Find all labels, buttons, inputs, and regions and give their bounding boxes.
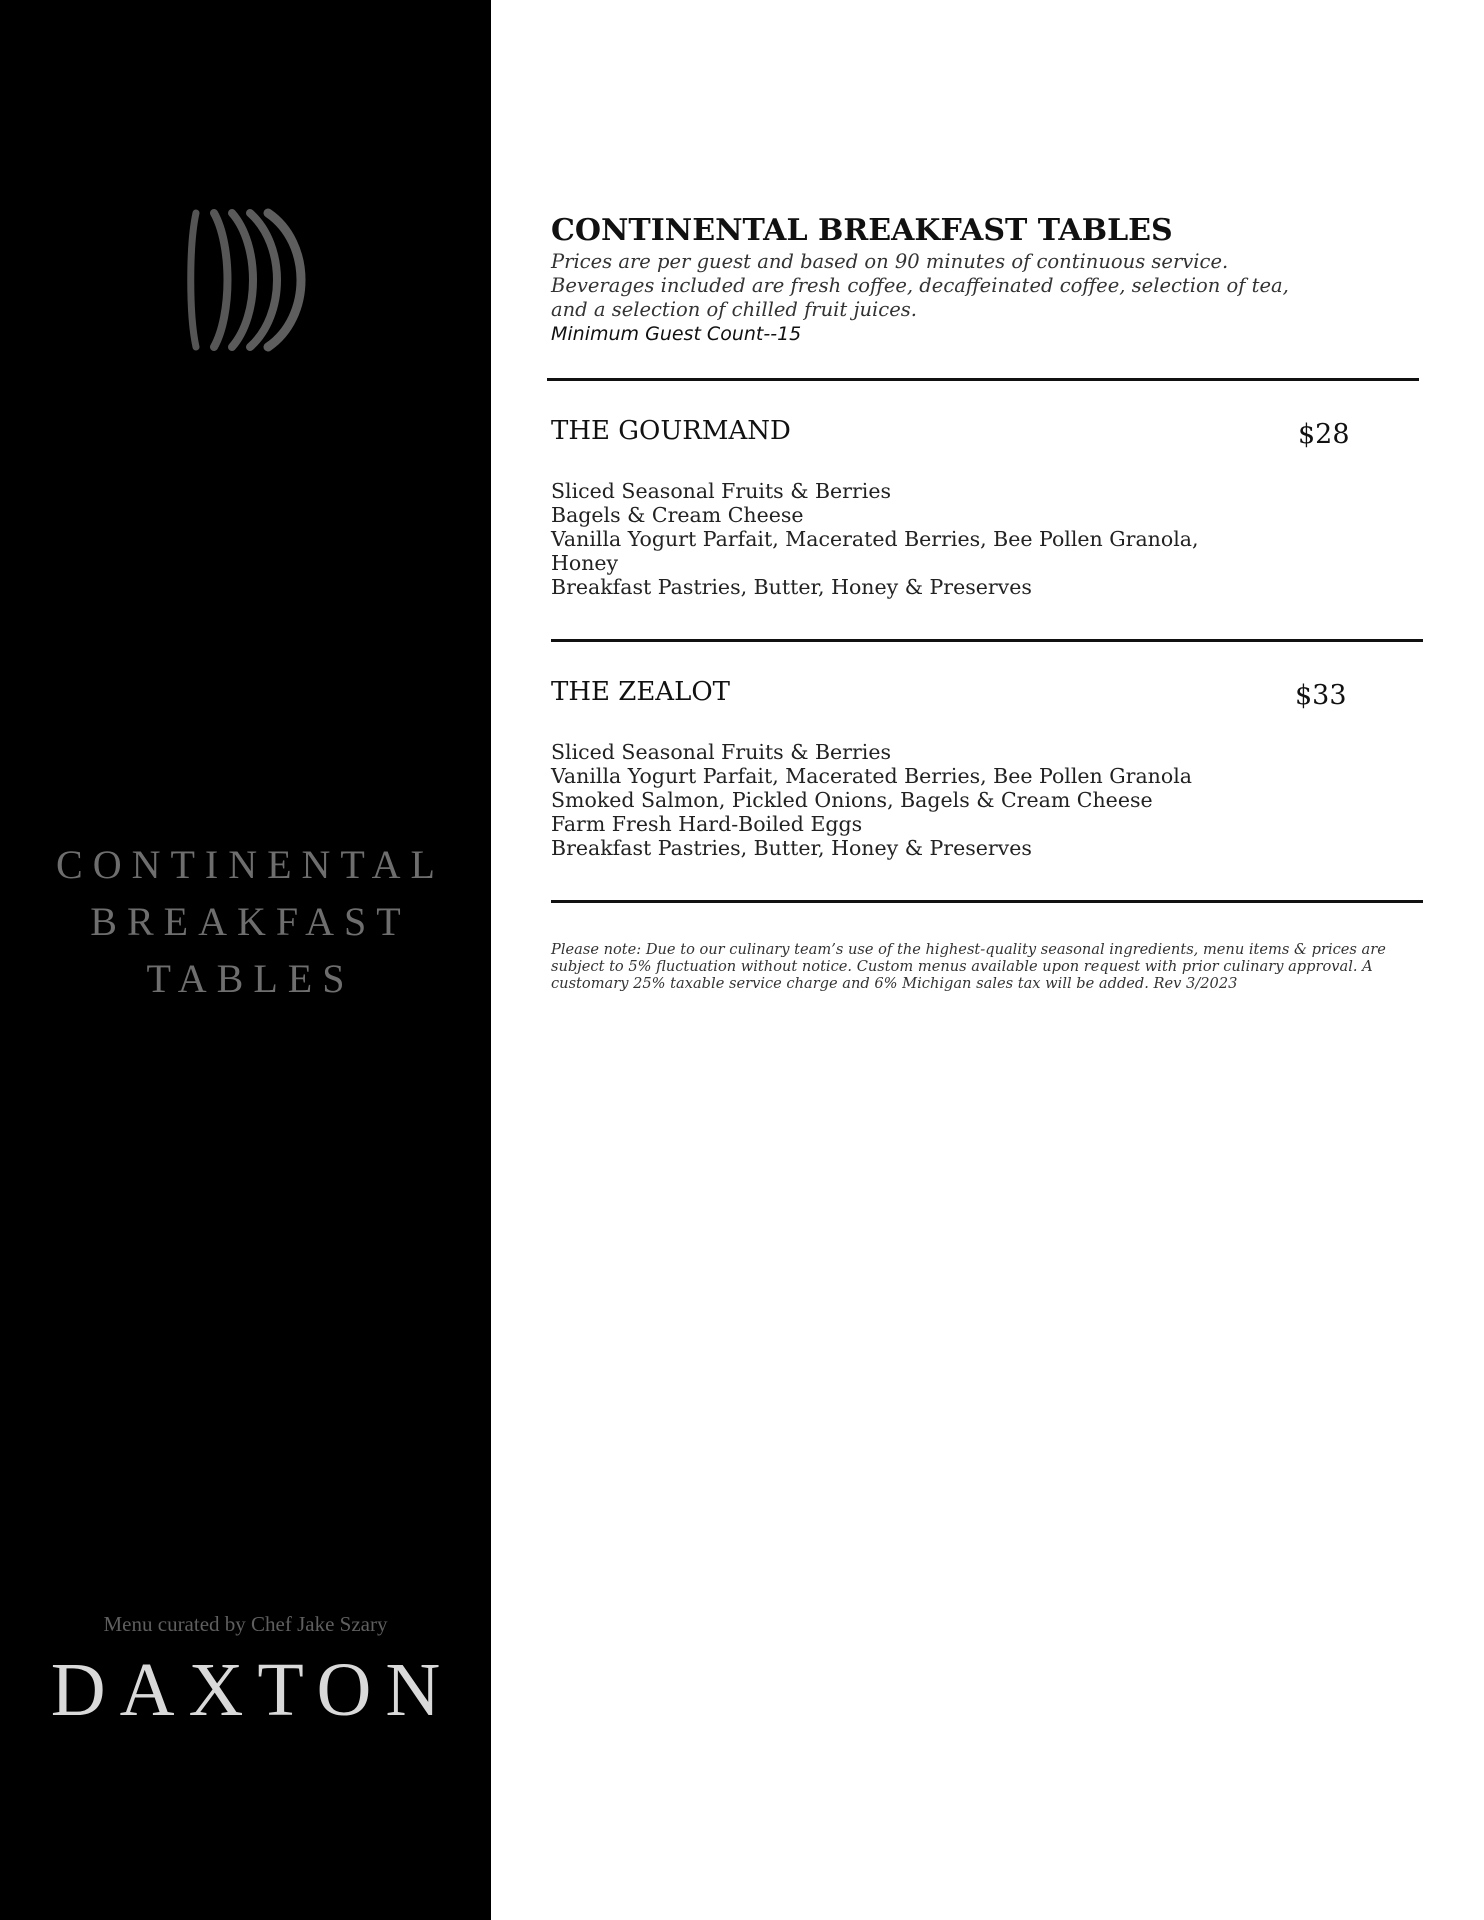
package-header [551,414,1423,454]
intro-line: Beverages included are fresh coffee, decaffeinated coffee, selection of tea, [551,274,1289,297]
divider [547,378,1419,381]
list-item: Honey [551,551,619,575]
divider [551,639,1423,642]
list-item: Bagels & Cream Cheese [551,503,804,527]
list-item: Smoked Salmon, Pickled Onions, Bagels & Cream Cheese [551,788,1153,812]
brand-logo-text [0,1647,491,1734]
minimum-guest-count: Minimum Guest Count--15 [551,323,802,345]
package-zealot [551,675,1423,860]
sidebar-title [0,836,491,1007]
package-name: THE GOURMAND [551,416,791,446]
curated-by-text: Menu curated by Chef Jake Szary [103,1612,388,1636]
brand-wordmark: DAXTON [50,1648,455,1732]
list-item: Breakfast Pastries, Butter, Honey & Preserves [551,575,1032,599]
package-price: $28 [1298,419,1350,450]
list-item: Vanilla Yogurt Parfait, Macerated Berries, Bee Pollen Granola, [551,527,1199,551]
intro-line: Prices are per guest and based on 90 minutes of continuous service. [551,250,1229,273]
package-price: $33 [1295,680,1347,711]
menu-content [551,212,1423,992]
sidebar-title-line: BREAKFAST [90,899,411,944]
list-item: Sliced Seasonal Fruits & Berries [551,740,891,764]
sidebar [0,0,491,1920]
page-title: CONTINENTAL BREAKFAST TABLES [551,213,1173,248]
sidebar-title-line: TABLES [146,956,355,1001]
sidebar-title-line: CONTINENTAL [56,842,445,887]
list-item: Vanilla Yogurt Parfait, Macerated Berries, Bee Pollen Granola [551,764,1192,788]
footnote: Please note: Due to our culinary team’s use of the highest-quality seasonal ingredients, menu items & prices are subject to 5% fluctuation without notice. Custom menus available upon request with prior culinary approval. A customary 25% taxable service charge and 6% Michigan sales tax will be added. Rev 3/2023 [551,941,1386,992]
package-gourmand [551,414,1423,599]
list-item: Breakfast Pastries, Butter, Honey & Preserves [551,836,1032,860]
package-name: THE ZEALOT [551,677,731,707]
package-items [551,740,1201,860]
list-item: Sliced Seasonal Fruits & Berries [551,479,891,503]
intro-text [551,250,1423,322]
package-header [551,675,1423,715]
intro-line: and a selection of chilled fruit juices. [551,298,917,321]
divider [551,900,1423,903]
package-items [551,479,1201,599]
daxton-arc-mark-icon [180,205,330,355]
list-item: Farm Fresh Hard-Boiled Eggs [551,812,863,836]
